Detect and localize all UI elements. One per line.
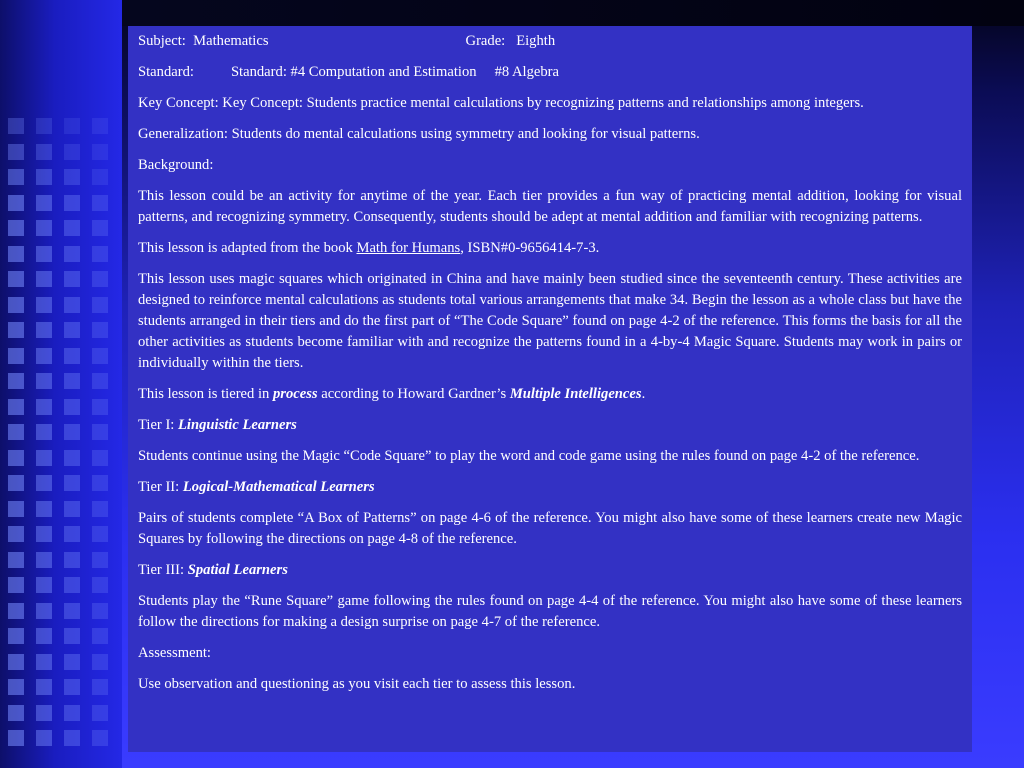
- tier3-heading: [138, 560, 962, 581]
- decorative-square: [92, 322, 108, 338]
- decorative-square: [36, 475, 52, 491]
- decorative-square: [64, 730, 80, 746]
- decorative-square: [64, 679, 80, 695]
- grade-value: Eighth: [516, 33, 556, 49]
- tier1-text: Students continue using the Magic “Code Square” to play the word and code game using the rules found on page 4-2 of the reference.: [138, 448, 920, 464]
- subject-line: [138, 31, 962, 52]
- decorative-square: [64, 348, 80, 364]
- decorative-square: [64, 399, 80, 415]
- standard-label: Standard:: [138, 64, 194, 80]
- decorative-square: [64, 552, 80, 568]
- tiered-middle: according to Howard Gardner’s: [317, 386, 510, 402]
- tier3-label: Tier III:: [138, 562, 188, 578]
- decorative-square: [8, 577, 24, 593]
- decorative-square: [92, 271, 108, 287]
- tiered-line: [138, 384, 962, 405]
- decorative-square: [8, 271, 24, 287]
- decorative-square: [64, 271, 80, 287]
- decorative-squares: [0, 0, 122, 768]
- decorative-square: [92, 246, 108, 262]
- decorative-square: [92, 144, 108, 160]
- decorative-square: [36, 246, 52, 262]
- decorative-square: [36, 526, 52, 542]
- decorative-square: [36, 501, 52, 517]
- background-text: This lesson could be an activity for anytime of the year. Each tier provides a fun way of practicing mental addition, looking for visual patterns, and recognizing symmetry. Consequently, students should be adept at mental addition and familiar with recognizing patterns.: [138, 188, 962, 225]
- decorative-square: [64, 424, 80, 440]
- decorative-square: [92, 424, 108, 440]
- decorative-square: [36, 271, 52, 287]
- generalization: Generalization: Students do mental calculations using symmetry and looking for visual patterns.: [138, 126, 700, 142]
- tier2-label: Tier II:: [138, 479, 183, 495]
- decorative-square: [36, 603, 52, 619]
- decorative-square: [64, 705, 80, 721]
- decorative-square: [8, 144, 24, 160]
- grade-label: Grade:: [465, 33, 506, 49]
- decorative-square: [36, 118, 52, 134]
- decorative-square: [92, 475, 108, 491]
- decorative-square: [64, 322, 80, 338]
- decorative-square: [8, 195, 24, 211]
- tier1-label: Tier I:: [138, 417, 179, 433]
- decorative-square: [8, 730, 24, 746]
- decorative-square: [92, 501, 108, 517]
- decorative-square: [92, 195, 108, 211]
- decorative-square: [64, 450, 80, 466]
- tiered-suffix: .: [641, 386, 646, 402]
- decorative-square: [92, 552, 108, 568]
- decorative-square: [36, 297, 52, 313]
- decorative-square: [64, 246, 80, 262]
- decorative-square: [92, 373, 108, 389]
- lesson-panel: [128, 26, 972, 752]
- decorative-square: [8, 118, 24, 134]
- assessment-heading: Assessment:: [138, 645, 211, 661]
- tier2-name: Logical-Mathematical Learners: [182, 479, 375, 495]
- decorative-square: [8, 475, 24, 491]
- decorative-square: [36, 348, 52, 364]
- decorative-square: [8, 552, 24, 568]
- decorative-square: [92, 297, 108, 313]
- tiered-prefix: This lesson is tiered in: [138, 386, 273, 402]
- decorative-square: [92, 654, 108, 670]
- decorative-square: [64, 628, 80, 644]
- decorative-square: [8, 399, 24, 415]
- decorative-square: [64, 526, 80, 542]
- decorative-square: [8, 348, 24, 364]
- decorative-square: [64, 373, 80, 389]
- decorative-square: [36, 552, 52, 568]
- decorative-square: [92, 399, 108, 415]
- decorative-square: [36, 144, 52, 160]
- tier3-name: Spatial Learners: [187, 562, 288, 578]
- decorative-square: [92, 603, 108, 619]
- tier2-text: Pairs of students complete “A Box of Patterns” on page 4-6 of the reference. You might also have some of these learners create new Magic Squares by following the directions on page 4-8 of the reference.: [138, 510, 962, 547]
- decorative-square: [92, 730, 108, 746]
- decorative-square: [8, 169, 24, 185]
- decorative-square: [92, 169, 108, 185]
- decorative-square: [92, 450, 108, 466]
- standard-text: Standard: #4 Computation and Estimation: [230, 64, 477, 80]
- decorative-square: [64, 144, 80, 160]
- top-dark-strip: [122, 0, 1024, 26]
- decorative-square: [8, 373, 24, 389]
- decorative-square: [8, 297, 24, 313]
- decorative-square: [8, 246, 24, 262]
- adapted-line: [138, 238, 962, 259]
- tier2-heading: [138, 477, 962, 498]
- decorative-square: [92, 220, 108, 236]
- standard-line: [138, 62, 962, 83]
- decorative-square: [36, 195, 52, 211]
- tier1-heading: [138, 415, 962, 436]
- decorative-square: [36, 450, 52, 466]
- tiered-process: process: [272, 386, 318, 402]
- adapted-prefix: This lesson is adapted from the book: [138, 240, 357, 256]
- decorative-square: [36, 220, 52, 236]
- tiered-multiple-intelligences: Multiple Intelligences: [509, 386, 642, 402]
- decorative-square: [92, 577, 108, 593]
- decorative-square: [8, 679, 24, 695]
- key-concept: Key Concept: Key Concept: Students practice mental calculations by recognizing patterns and relationships among integers.: [138, 95, 864, 111]
- decorative-square: [36, 373, 52, 389]
- decorative-square: [36, 679, 52, 695]
- decorative-square: [36, 424, 52, 440]
- decorative-square: [36, 628, 52, 644]
- decorative-square: [8, 220, 24, 236]
- assessment-text: Use observation and questioning as you visit each tier to assess this lesson.: [138, 676, 576, 692]
- magic-squares-text: This lesson uses magic squares which originated in China and have mainly been studied since the seventeenth century. These activities are designed to reinforce mental calculations as students total various arrangements that make 34. Begin the lesson as a whole class but have the students arranged in their tiers and do the first part of “The Code Square” found on page 4-2 of the reference. This forms the basis for all the other activities as students become familiar with and recognize the patterns found in a 4-by-4 Magic Square. Students may work in pairs or individually within the tiers.: [138, 271, 962, 371]
- adapted-suffix: , ISBN#0-9656414-7-3.: [460, 240, 600, 256]
- decorative-square: [36, 322, 52, 338]
- decorative-square: [92, 679, 108, 695]
- decorative-square: [64, 220, 80, 236]
- decorative-square: [36, 169, 52, 185]
- decorative-square: [8, 705, 24, 721]
- decorative-square: [64, 654, 80, 670]
- decorative-square: [8, 603, 24, 619]
- decorative-square: [64, 118, 80, 134]
- tier3-text: Students play the “Rune Square” game following the rules found on page 4-4 of the reference. You might also have some of these learners follow the directions for making a design surprise on page 4-7 of the reference.: [138, 593, 962, 630]
- decorative-square: [8, 628, 24, 644]
- tier1-name: Linguistic Learners: [178, 417, 297, 433]
- subject-label: Subject:: [138, 33, 186, 49]
- decorative-square: [8, 654, 24, 670]
- decorative-square: [36, 730, 52, 746]
- decorative-square: [92, 526, 108, 542]
- decorative-square: [64, 195, 80, 211]
- decorative-square: [8, 424, 24, 440]
- decorative-square: [64, 501, 80, 517]
- subject-value: Mathematics: [193, 33, 269, 49]
- decorative-square: [36, 399, 52, 415]
- decorative-square: [92, 348, 108, 364]
- decorative-square: [64, 475, 80, 491]
- decorative-square: [8, 526, 24, 542]
- decorative-square: [36, 705, 52, 721]
- decorative-square: [64, 577, 80, 593]
- decorative-square: [92, 628, 108, 644]
- decorative-square: [8, 501, 24, 517]
- decorative-square: [64, 603, 80, 619]
- decorative-square: [8, 450, 24, 466]
- decorative-square: [8, 322, 24, 338]
- decorative-square: [92, 118, 108, 134]
- decorative-square: [36, 654, 52, 670]
- decorative-square: [92, 705, 108, 721]
- background-heading: Background:: [138, 157, 214, 173]
- decorative-square: [36, 577, 52, 593]
- decorative-square: [64, 297, 80, 313]
- standard-extra: #8 Algebra: [494, 64, 560, 80]
- book-title-link[interactable]: Math for Humans: [356, 240, 461, 256]
- decorative-square: [64, 169, 80, 185]
